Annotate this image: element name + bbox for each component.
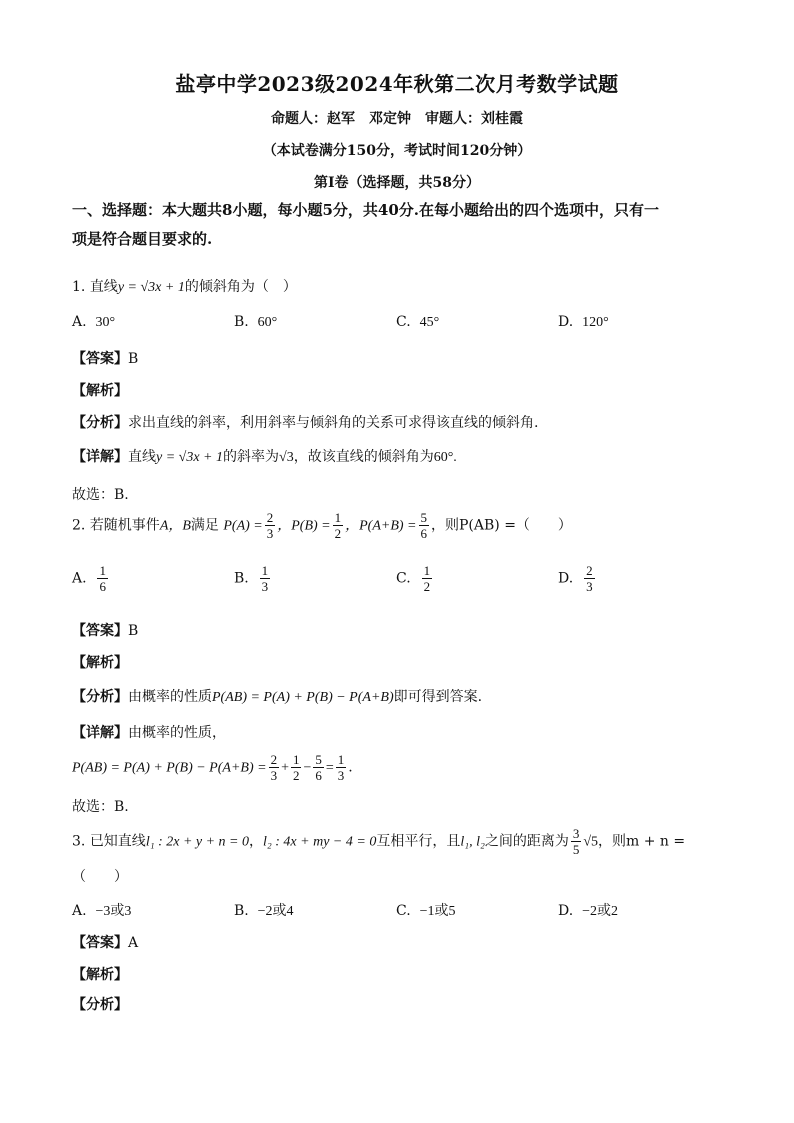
q3-option-a: A. −3或3 <box>72 903 132 919</box>
question-3: 3. 已知直线l₁ : 2x + y + n = 0，l₂ : 4x + my − 4 = 0互相平行，且l₁, l₂之间的距离为 $\frac{3}{5}$ √5，则m + n = <box>72 826 686 857</box>
q3-fenxi-label: 【分析】 <box>72 997 128 1013</box>
q1-choose: 故选：B. <box>72 487 129 503</box>
question-text-post: 的倾斜角为（ ） <box>184 279 297 295</box>
q1-answer: 【答案】B <box>72 351 139 367</box>
q1-option-a: A. 30° <box>72 314 116 330</box>
q3-option-d: D. −2或2 <box>558 903 618 919</box>
exam-info: （本试卷满分150分，考试时间120分钟） <box>262 143 532 159</box>
exam-title: 盐亭中学2023级2024年秋第二次月考数学试题 <box>175 72 619 96</box>
q3-analysis-label: 【解析】 <box>72 967 128 983</box>
q3-option-c: C. −1或5 <box>396 903 456 919</box>
q2-option-c: C. $\frac{1}{2}$ <box>396 563 431 594</box>
exam-authors: 命题人：赵军 邓定钟 审题人：刘桂霞 <box>271 111 523 127</box>
question-1 <box>72 276 297 296</box>
q2-option-b: B. $\frac{1}{3}$ <box>234 563 269 594</box>
section-line-2: 项是符合题目要求的. <box>72 230 213 248</box>
q3-paren: （ ） <box>72 869 128 885</box>
q1-analysis-label: 【解析】 <box>72 383 128 399</box>
q1-option-b: B. 60° <box>234 314 278 330</box>
section-heading <box>72 196 724 254</box>
q2-fenxi: 【分析】由概率的性质P(AB) = P(A) + P(B) − P(A+B)即可得到答案. <box>72 689 483 705</box>
q1-option-d: D. 120° <box>558 314 609 330</box>
section-line-1: 一、选择题：本大题共8小题，每小题5分，共40分.在每小题给出的四个选项中，只有一 <box>72 201 659 219</box>
q2-choose: 故选：B. <box>72 799 129 815</box>
q2-option-d: D. $\frac{2}{3}$ <box>558 563 593 594</box>
equation: y = √3x + 1 <box>117 280 185 295</box>
question-text-pre: 直线 <box>89 279 118 295</box>
q3-answer: 【答案】A <box>72 935 139 951</box>
q2-option-a: A. $\frac{1}{6}$ <box>72 563 106 594</box>
q1-detail: 【详解】直线y = √3x + 1的斜率为√3，故该直线的倾斜角为60°. <box>72 449 457 465</box>
question-2: 2. 若随机事件A，B满足 P(A) = $\frac{2}{3}$ ，P(B) = $\frac{1}{2}$ ，P(A+B) = $\frac{5}{6}$ ，则P(AB) =（ ） <box>72 510 572 541</box>
q2-calculation: P(AB) = P(A) + P(B) − P(A+B) = $\frac{2}{3}$ + $\frac{1}{2}$ − $\frac{5}{6}$ = $\frac{1}{3}$ . <box>72 752 353 783</box>
q2-answer: 【答案】B <box>72 623 139 639</box>
q2-analysis-label: 【解析】 <box>72 655 128 671</box>
q3-option-b: B. −2或4 <box>234 903 294 919</box>
q2-detail: 【详解】由概率的性质， <box>72 725 226 741</box>
volume-heading: 第I卷（选择题，共58分） <box>313 175 481 191</box>
q1-fenxi: 【分析】求出直线的斜率，利用斜率与倾斜角的关系可求得该直线的倾斜角. <box>72 415 539 431</box>
question-number: 1. <box>72 279 86 295</box>
q1-option-c: C. 45° <box>396 314 440 330</box>
